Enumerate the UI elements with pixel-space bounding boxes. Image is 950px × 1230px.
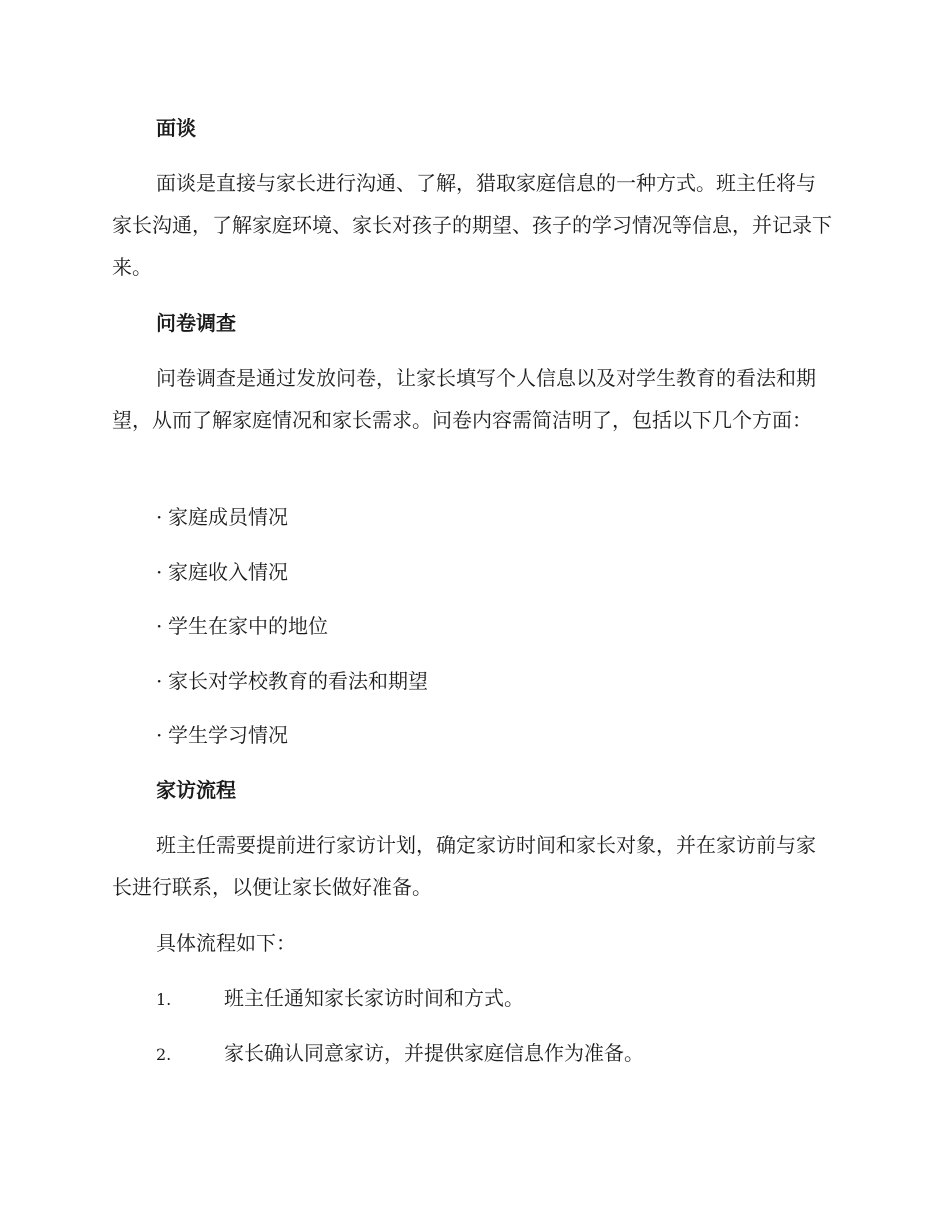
list-item-text: 家长对学校教育的看法和期望 — [168, 669, 428, 693]
step-number: 1. — [156, 990, 172, 1009]
bullet-icon: · — [156, 614, 163, 638]
numbered-step — [156, 1039, 644, 1069]
section-paragraph-visit-process: 班主任需要提前进行家访计划，确定家访时间和家长对象，并在家访前与家长进行联系，以便让家长做好准备。 — [112, 833, 816, 899]
section-heading-visit-process: 家访流程 — [156, 778, 236, 802]
list-item-text: 家庭收入情况 — [168, 560, 288, 584]
section-paragraph-questionnaire: 问卷调查是通过发放问卷，让家长填写个人信息以及对学生教育的看法和期望，从而了解家庭情况和家长需求。问卷内容需简洁明了，包括以下几个方面： — [112, 366, 816, 432]
process-intro: 具体流程如下： — [156, 931, 296, 955]
list-item-text: 家庭成员情况 — [168, 505, 288, 529]
section-heading-interview: 面谈 — [156, 116, 196, 140]
bullet-icon: · — [156, 560, 163, 584]
list-item — [156, 503, 288, 531]
step-text: 家长确认同意家访，并提供家庭信息作为准备。 — [224, 1041, 644, 1065]
list-item — [156, 667, 428, 695]
bullet-icon: · — [156, 669, 163, 693]
list-item-text: 学生在家中的地位 — [168, 614, 328, 638]
bullet-icon: · — [156, 505, 163, 529]
list-item-text: 学生学习情况 — [168, 723, 288, 747]
list-item — [156, 558, 288, 586]
numbered-step — [156, 984, 524, 1014]
step-text: 班主任通知家长家访时间和方式。 — [224, 986, 524, 1010]
bullet-icon: · — [156, 723, 163, 747]
step-number: 2. — [156, 1045, 172, 1064]
list-item — [156, 612, 328, 640]
list-item — [156, 721, 288, 749]
section-paragraph-interview: 面谈是直接与家长进行沟通、了解，猎取家庭信息的一种方式。班主任将与家长沟通，了解家庭环境、家长对孩子的期望、孩子的学习情况等信息，并记录下来。 — [112, 171, 832, 279]
section-heading-questionnaire: 问卷调查 — [156, 311, 236, 335]
